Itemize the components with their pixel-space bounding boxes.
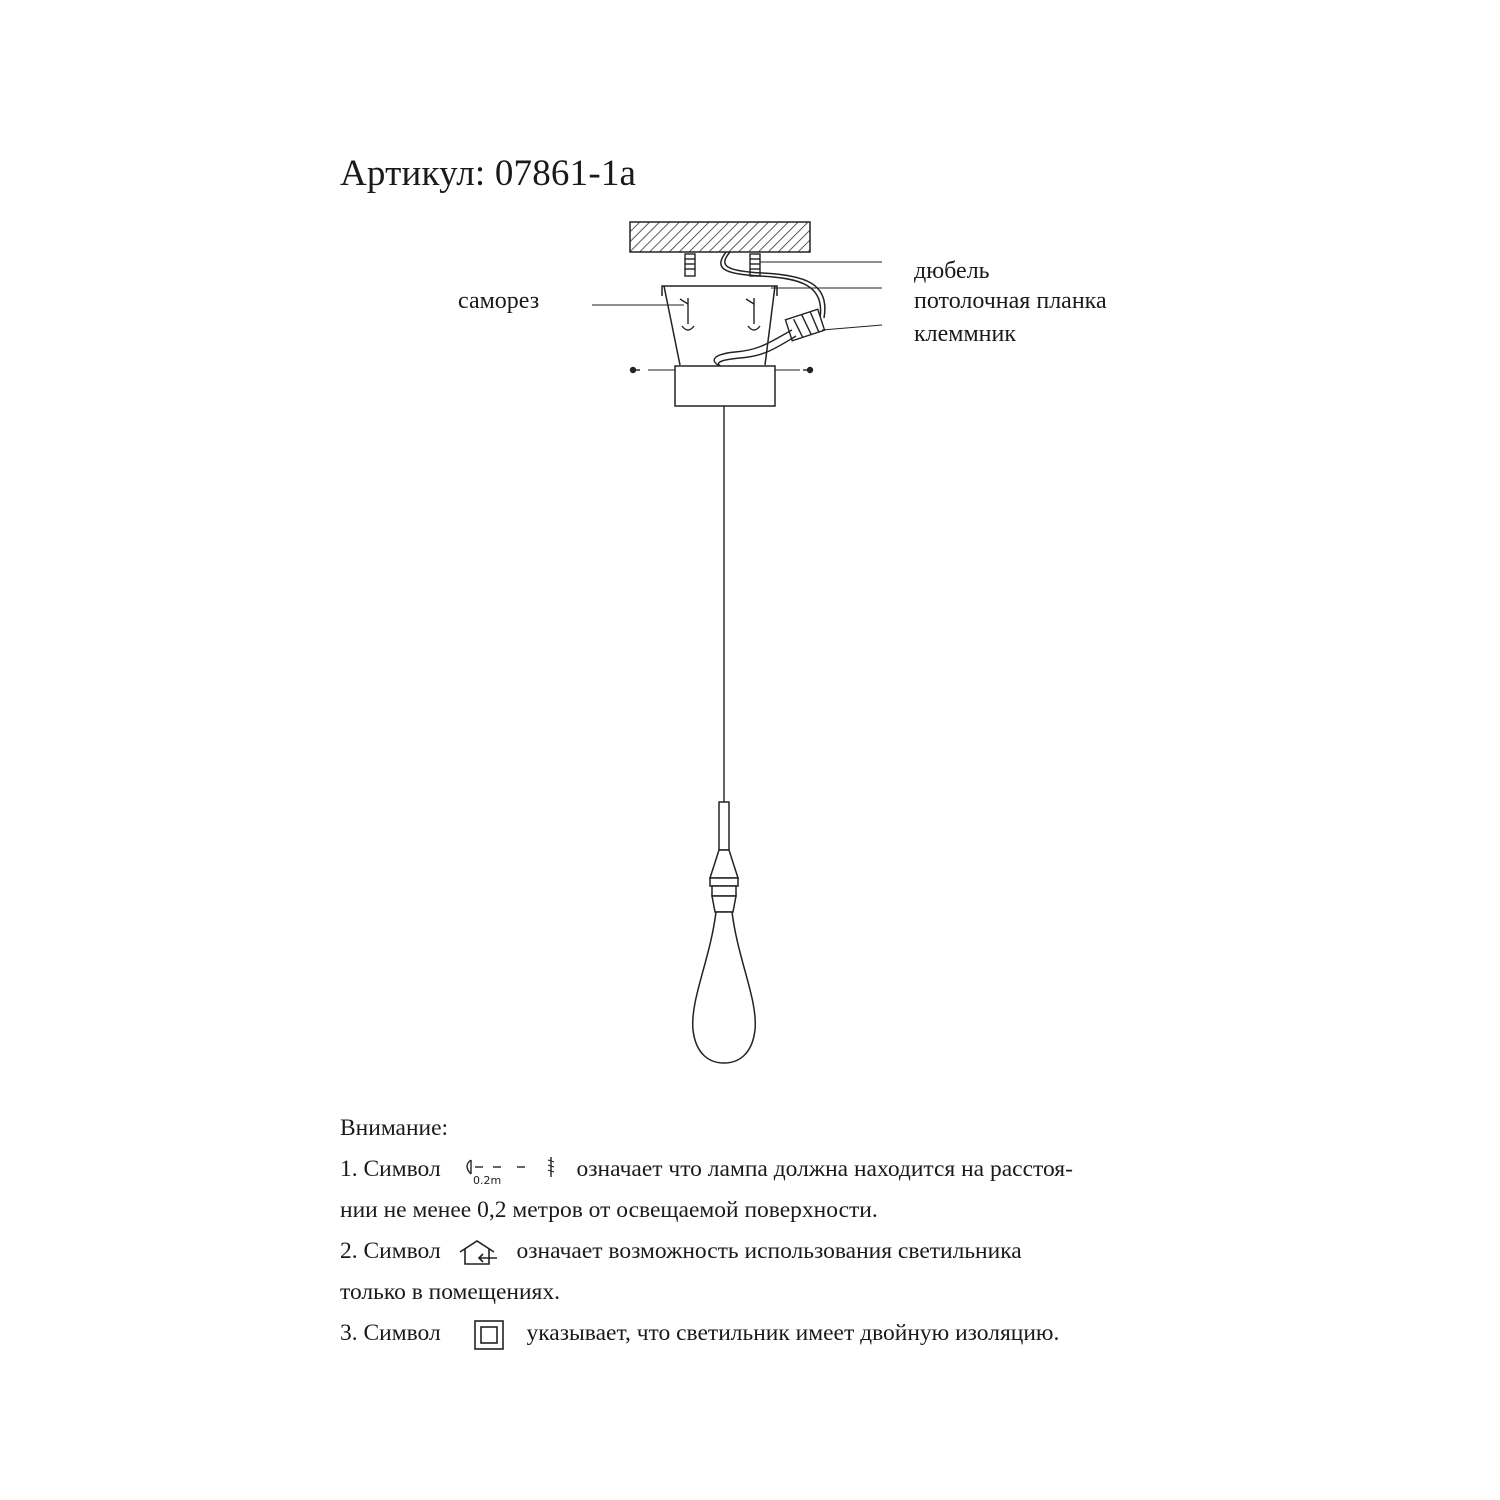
teardrop-shade <box>693 912 756 1063</box>
note-3-suffix: указывает, что светильник имеет двойную изоляцию. <box>526 1320 1060 1346</box>
notes-heading: Внимание: <box>340 1115 449 1141</box>
article-title: Артикул: 07861-1a <box>340 153 637 194</box>
note-2 <box>340 1231 1073 1272</box>
double-square-icon <box>473 1319 507 1351</box>
ceiling-plate <box>662 286 777 365</box>
note-1-suffix: означает что лампа должна находится на расстоя- <box>576 1156 1073 1182</box>
note-2-suffix: означает возможность использования светильника <box>516 1238 1022 1264</box>
warning-notes <box>340 1108 1073 1354</box>
label-dowel: дюбель <box>914 258 990 284</box>
canopy <box>675 366 775 406</box>
label-screw: саморез <box>458 288 540 314</box>
terminal-block <box>785 309 824 340</box>
note-1-continued: нии не менее 0,2 метров от освещаемой поверхности. <box>340 1197 878 1223</box>
screw-left <box>680 298 694 330</box>
lamp-holder <box>710 802 738 912</box>
ceiling <box>630 222 810 252</box>
leader-terminal-block <box>822 325 882 330</box>
note-3 <box>340 1313 1073 1354</box>
label-terminal-block: клеммник <box>914 321 1017 347</box>
note-2-continued: только в помещениях. <box>340 1279 560 1305</box>
note-3-prefix: 3. Символ <box>340 1320 441 1346</box>
note-1 <box>340 1149 1073 1190</box>
dowel-left <box>685 254 695 276</box>
note-1-prefix: 1. Символ <box>340 1156 441 1182</box>
svg-text:0.2m: 0.2m <box>472 1173 501 1186</box>
screw-right <box>746 298 760 330</box>
distance-0.2m-icon <box>459 1156 569 1186</box>
side-screw-right <box>803 368 813 373</box>
side-screw-left <box>630 368 640 373</box>
indoor-house-icon <box>457 1238 501 1268</box>
label-ceiling-plate: потолочная планка <box>914 288 1107 314</box>
note-2-prefix: 2. Символ <box>340 1238 441 1264</box>
